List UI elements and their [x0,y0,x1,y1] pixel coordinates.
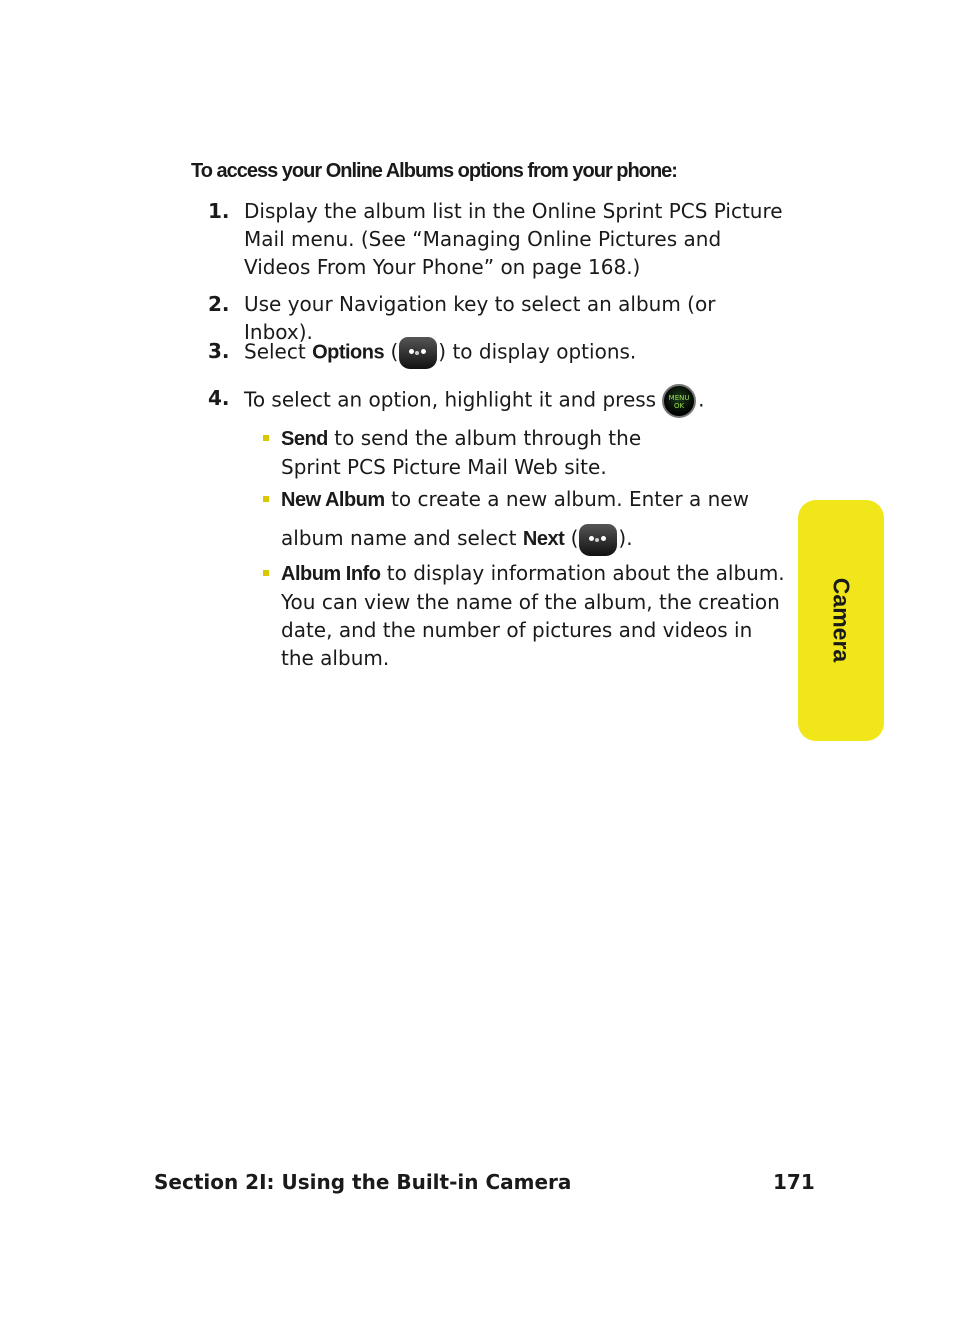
bullet-text-part: to create a new album. Enter a new [384,487,749,511]
bullet-marker [263,496,269,502]
menu-ok-key-icon [662,384,696,418]
menu-key-label: MENU [668,394,690,402]
bullet-marker [263,570,269,576]
bullet-text [281,559,791,672]
step-number: 4. [208,386,230,410]
step-text-part: ) to display options. [438,339,637,364]
step-number: 3. [208,339,230,363]
bullet-text [281,424,791,481]
options-label: Options [312,341,385,364]
ok-key-label: OK [674,402,685,410]
right-softkey-icon [579,524,617,556]
step-text [244,337,789,369]
bullet-text-part: to send the album through the [327,426,642,450]
bullet-text-part: to display information about the album. You can view the name of the album, the creation date, and the number of pictures and videos in the album. [281,561,785,670]
bullet-text [281,480,791,558]
footer-section-title: Section 2I: Using the Built-in Camera [154,1170,572,1194]
step-text-part: . [698,387,705,412]
page-number: 171 [773,1170,815,1194]
section-tab-label: Camera [828,577,855,663]
step-number: 1. [208,199,230,223]
step-number: 2. [208,292,230,316]
bullet-text-part: Sprint PCS Picture Mail Web site. [281,455,607,479]
bullet-text-part: ( [564,526,579,550]
album-info-label: Album Info [281,563,381,585]
next-label: Next [522,528,565,550]
bullet-text-part: album name and select [281,526,523,550]
right-softkey-icon [399,337,437,369]
bullet-marker [263,435,269,441]
section-heading: To access your Online Albums options from your phone: [191,160,677,182]
step-text-part: Select [244,339,313,364]
new-album-label: New Album [281,489,385,511]
step-text [244,384,789,418]
step-text: Use your Navigation key to select an album (or Inbox). [244,292,716,344]
step-text: Display the album list in the Online Sprint PCS Picture Mail menu. (See “Managing Online Pictures and Videos From Your Phone” on page 168.) [244,199,783,279]
step-text-part: ( [384,339,399,364]
send-label: Send [281,428,328,450]
step-text-part: To select an option, highlight it and press [244,387,657,412]
bullet-text-part: ). [618,526,633,550]
